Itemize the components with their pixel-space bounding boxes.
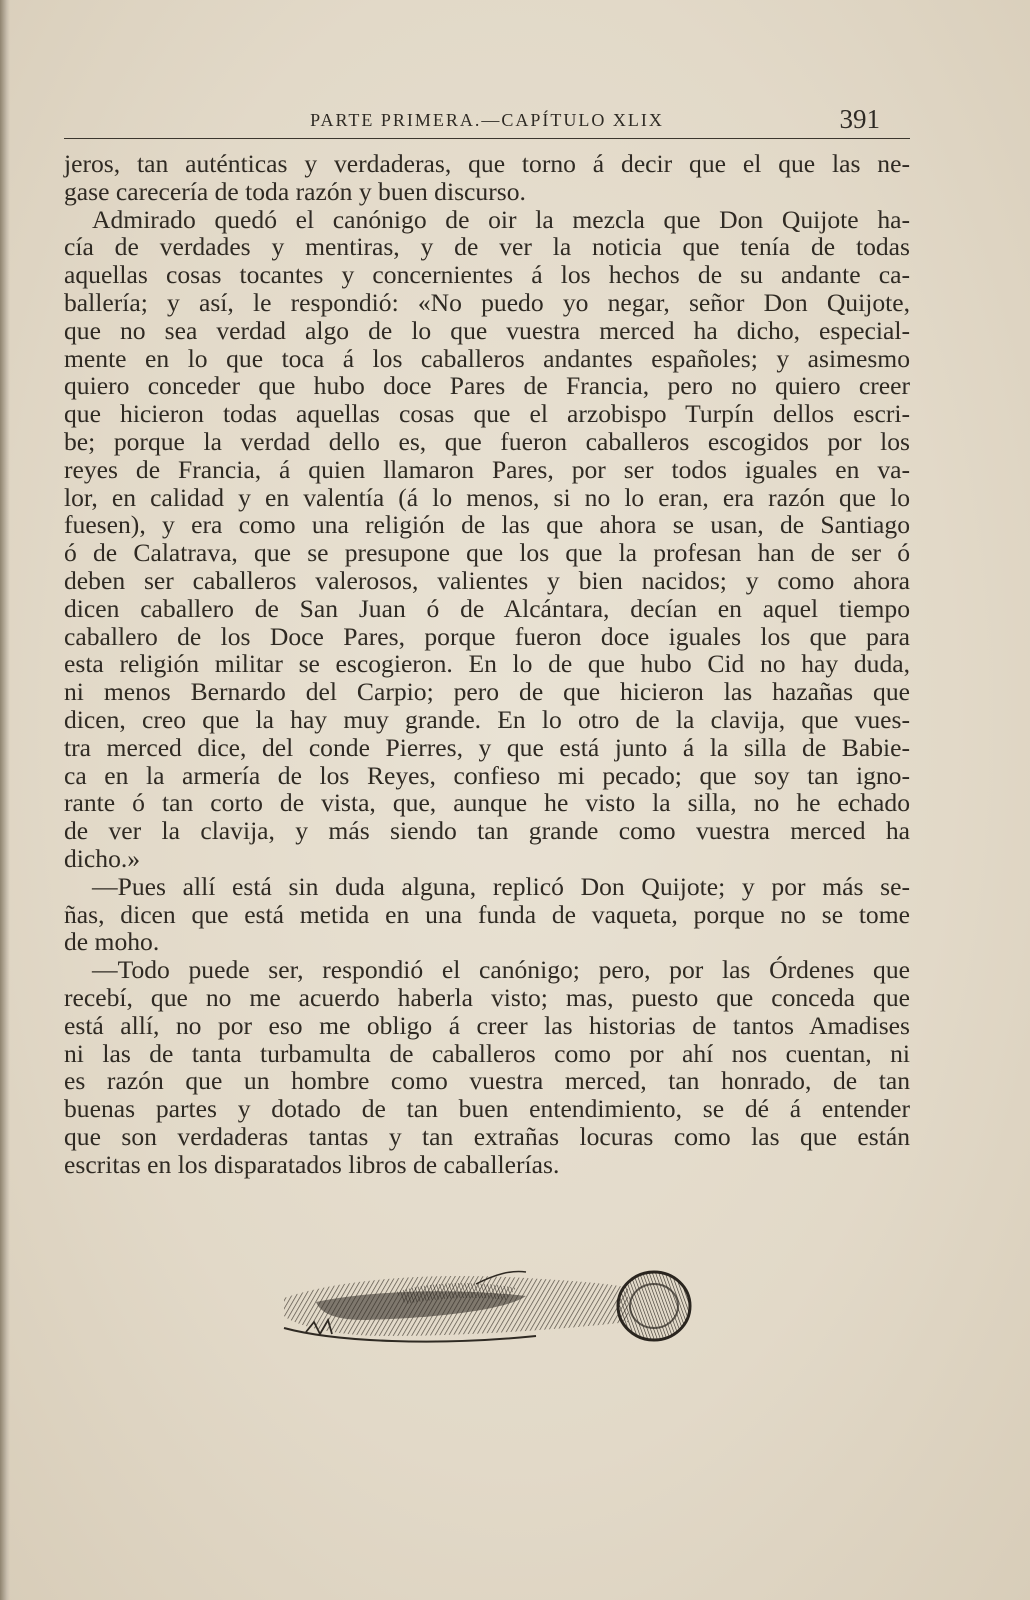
text-line: ñas, dicen que está metida en una funda de vaqueta, porque no se tome xyxy=(64,899,910,929)
text-line: cía de verdades y mentiras, y de ver la noticia que tenía de todas xyxy=(64,232,910,262)
page-header xyxy=(64,104,910,136)
text-line: esta religión militar se escogieron. En lo de que hubo Cid no hay duda, xyxy=(64,649,910,679)
text-line: dicho.» xyxy=(64,843,141,873)
text-line: dicen caballero de San Juan ó de Alcántara, decían en aquel tiempo xyxy=(64,593,910,623)
text-line: está allí, no por eso me obligo á creer las historias de tantos Amadises xyxy=(64,1010,910,1040)
text-line: deben ser caballeros valerosos, valientes y bien nacidos; y como ahora xyxy=(64,565,910,595)
text-line: que hicieron todas aquellas cosas que el arzobispo Turpín dellos escri- xyxy=(64,399,910,429)
text-line: quiero conceder que hubo doce Pares de Francia, pero no quiero creer xyxy=(64,371,910,401)
text-line: —Todo puede ser, respondió el canónigo; pero, por las Órdenes que xyxy=(92,955,910,985)
text-line: de moho. xyxy=(64,927,160,957)
text-line: reyes de Francia, á quien llamaron Pares, por ser todos iguales en va- xyxy=(64,454,910,484)
text-line: ballería; y así, le respondió: «No puedo yo negar, señor Don Quijote, xyxy=(64,287,910,317)
text-line: buenas partes y dotado de tan buen entendimiento, se dé á entender xyxy=(64,1094,910,1124)
text-line: recebí, que no me acuerdo haberla visto; mas, puesto que conceda que xyxy=(64,982,910,1012)
text-line: aquellas cosas tocantes y concernientes á los hechos de su andante ca- xyxy=(64,260,910,290)
text-line: de ver la clavija, y más siendo tan grande como vuestra merced ha xyxy=(64,816,910,846)
text-line: que son verdaderas tantas y tan extrañas locuras como las que están xyxy=(64,1121,910,1151)
text-line: —Pues allí está sin duda alguna, replicó Don Quijote; y por más se- xyxy=(92,871,910,901)
text-line: be; porque la verdad dello es, que fueron caballeros escogidos por los xyxy=(64,426,910,456)
text-line: lor, en calidad y en valentía (á lo menos, si no lo eran, era razón que lo xyxy=(64,482,910,512)
text-line: ni las de tanta turbamulta de caballeros como por ahí nos cuentan, ni xyxy=(64,1038,910,1068)
text-line: mente en lo que toca á los caballeros andantes españoles; y asimesmo xyxy=(64,343,910,373)
text-line: gase carecería de toda razón y buen discurso. xyxy=(64,176,526,206)
tailpiece-engraving xyxy=(276,1266,696,1350)
text-line: ó de Calatrava, que se presupone que los que la profesan han de ser ó xyxy=(64,538,910,568)
text-line: Admirado quedó el canónigo de oir la mezcla que Don Quijote ha- xyxy=(92,204,910,234)
text-line: rante ó tan corto de vista, que, aunque he visto la silla, no he echado xyxy=(64,788,910,818)
text-line: dicen, creo que la hay muy grande. En lo otro de la clavija, que vues- xyxy=(64,704,910,734)
page-number: 391 xyxy=(839,104,880,134)
text-line: ni menos Bernardo del Carpio; pero de que hicieron las hazañas que xyxy=(64,677,910,707)
header-rule xyxy=(64,138,910,139)
body-text xyxy=(64,150,910,1178)
text-line: jeros, tan auténticas y verdaderas, que torno á decir que el que las ne- xyxy=(64,149,910,178)
page-spine-shadow xyxy=(0,0,10,1600)
text-line: escritas en los disparatados libros de caballerías. xyxy=(64,1149,560,1179)
text-line: fuesen), y era como una religión de las que ahora se usan, de Santiago xyxy=(64,510,910,540)
text-line: caballero de los Doce Pares, porque fueron doce iguales los que para xyxy=(64,621,910,651)
text-line: es razón que un hombre como vuestra merced, tan honrado, de tan xyxy=(64,1066,910,1096)
text-line: ca en la armería de los Reyes, confieso mi pecado; que soy tan igno- xyxy=(64,760,910,790)
text-line: tra merced dice, del conde Pierres, y que está junto á la silla de Babie- xyxy=(64,732,910,762)
text-line: que no sea verdad algo de lo que vuestra merced ha dicho, especial- xyxy=(64,315,910,345)
running-head: PARTE PRIMERA.—CAPÍTULO XLIX xyxy=(310,110,664,130)
